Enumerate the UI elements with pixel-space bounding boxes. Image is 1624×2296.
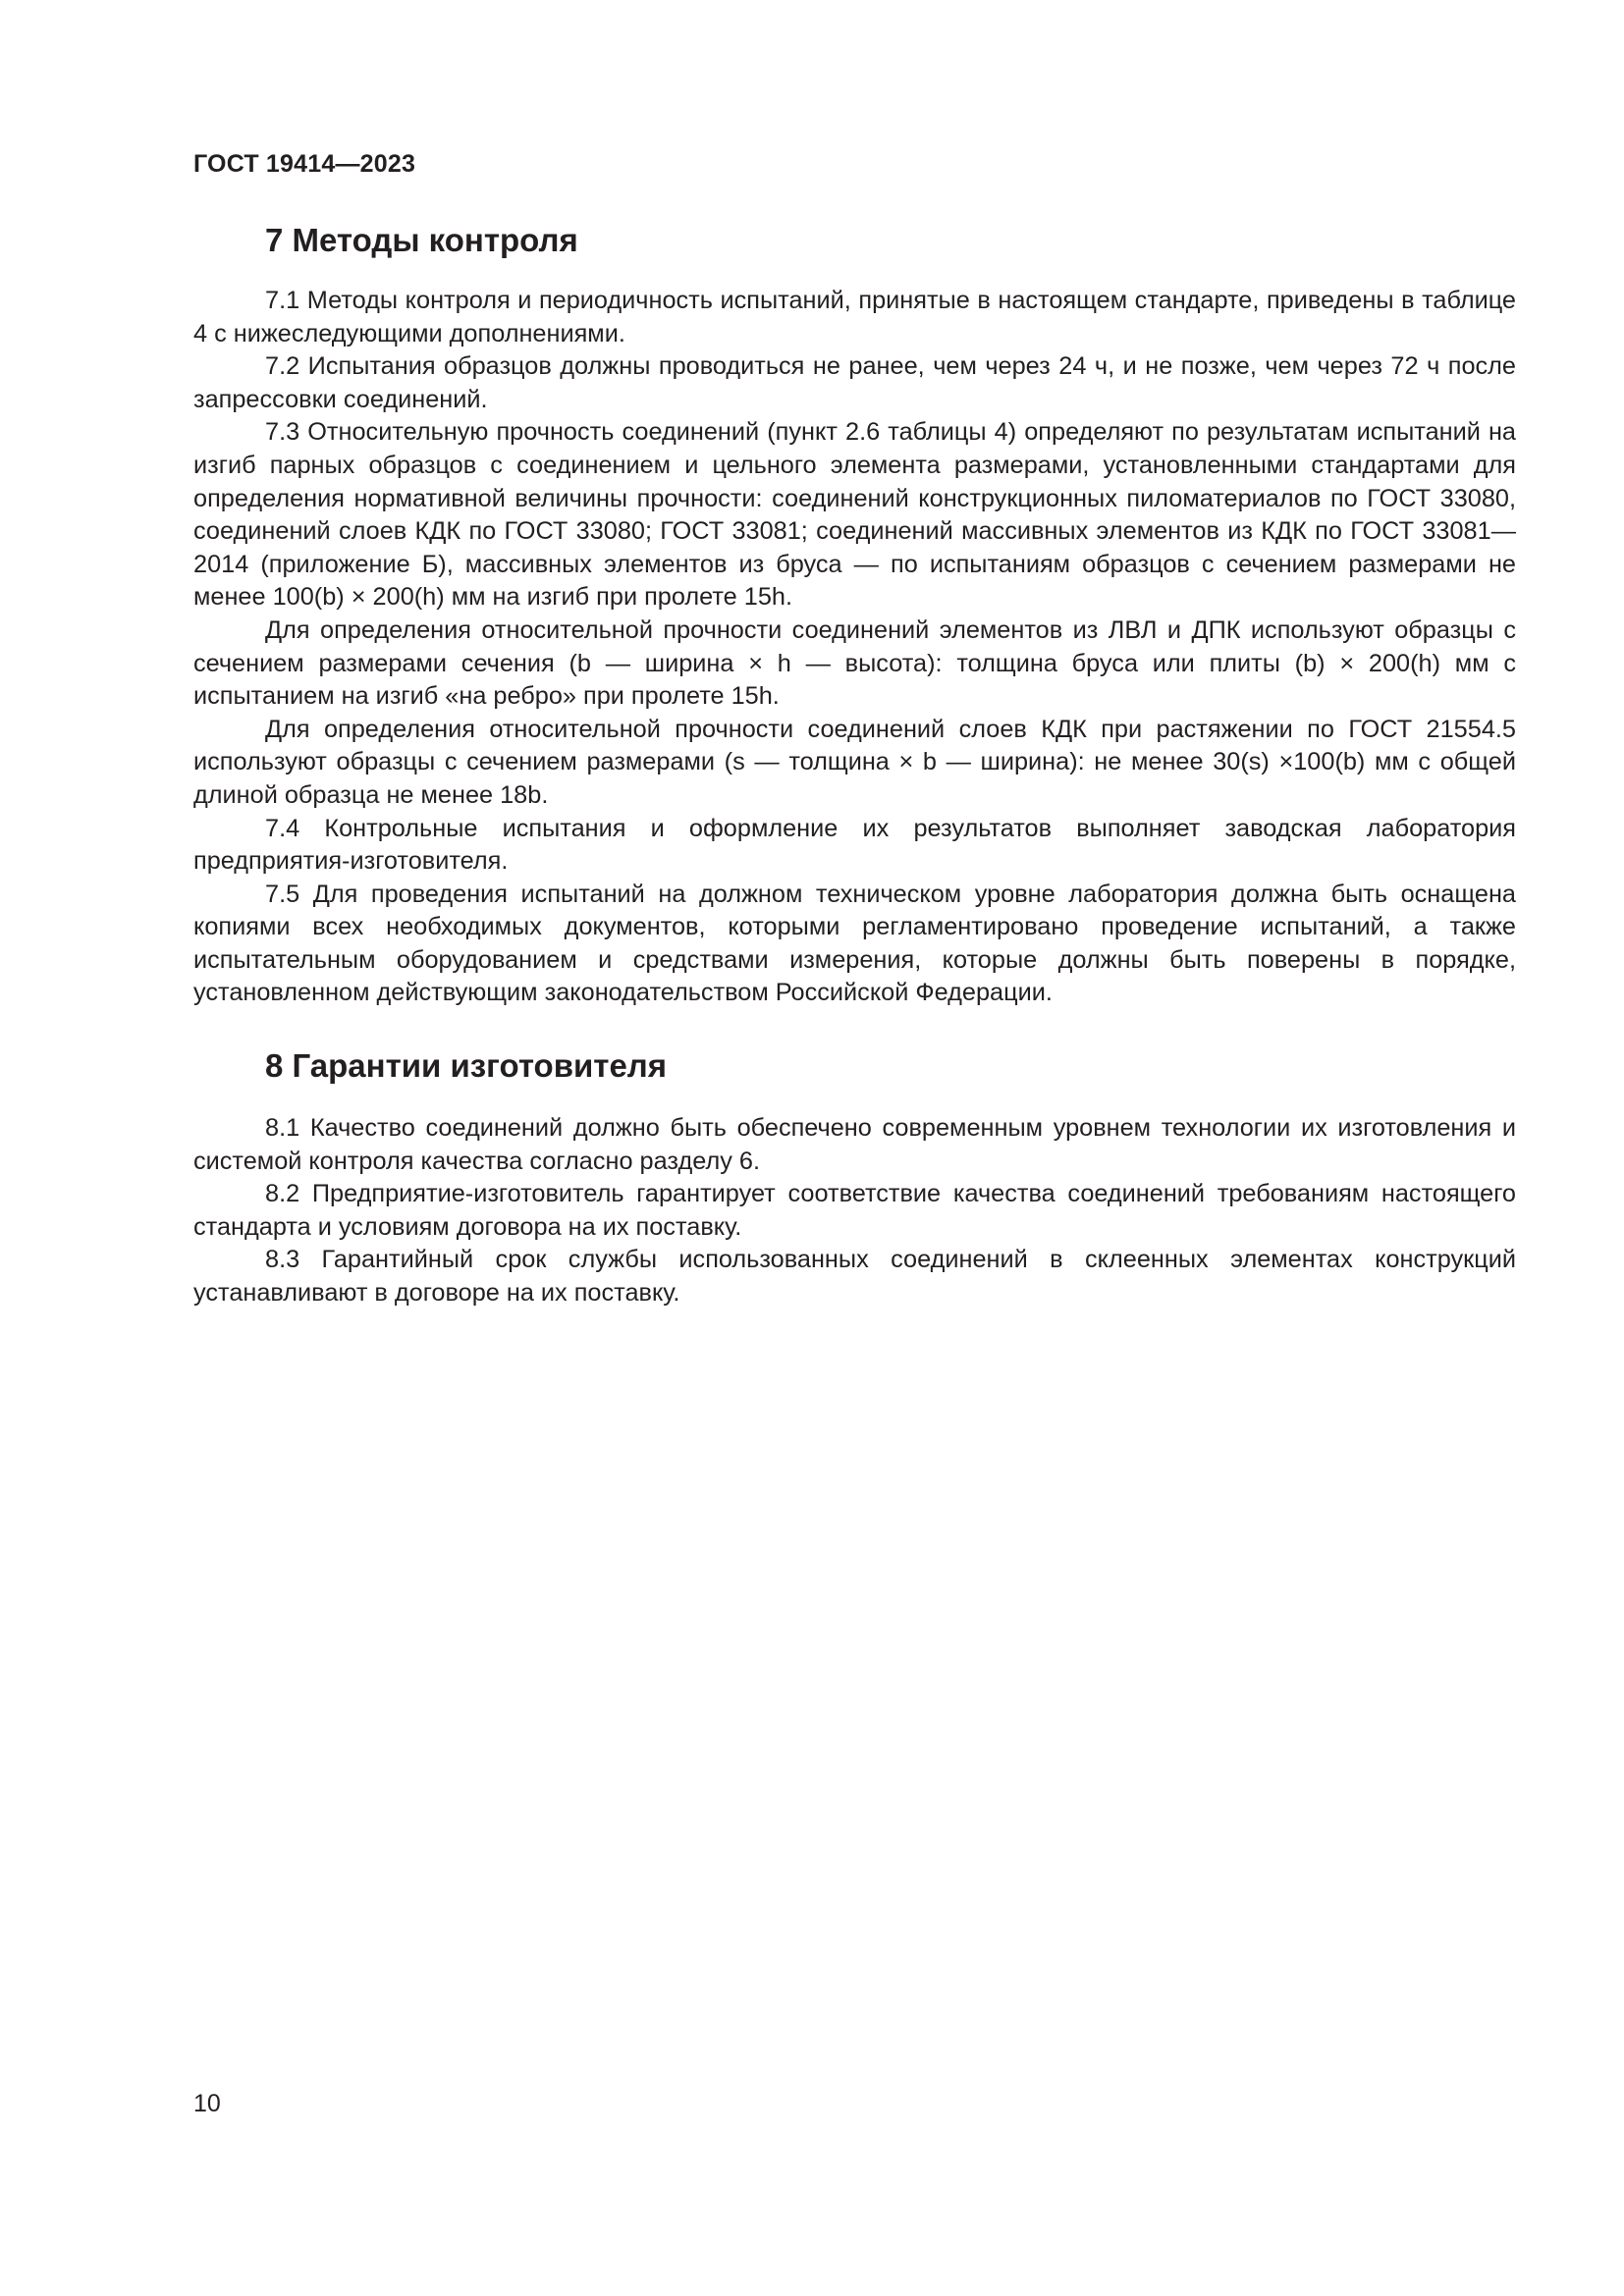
paragraph-7-1: 7.1 Методы контроля и периодичность испытаний, принятые в настоящем стандарте, приведены в таблице 4 с нижеследующими дополнениями. xyxy=(193,287,1516,347)
paragraph-7-5: 7.5 Для проведения испытаний на должном техническом уровне лаборатория должна быть оснащена копиями всех необходимых документов, которыми регламентировано проведение испытаний, а также испытательным оборудованием и средствами измерения, которые должны быть поверены в порядке, установленном действующим законодательством Российской Федерации. xyxy=(193,880,1516,1007)
paragraph-7-3: 7.3 Относительную прочность соединений (пункт 2.6 таблицы 4) определяют по результатам испытаний на изгиб парных образцов с соединением и цельного элемента размерами, установленными стандартами для определения нормативной величины прочности: соединений конструкционных пиломатериалов по ГОСТ 33080, соединений слоев КДК по ГОСТ 33080; ГОСТ 33081; соединений массивных элементов из КДК по ГОСТ 33081—2014 (приложение Б), массивных элементов из бруса — по испытаниям образцов с сечением размерами не менее 100(b) × 200(h) мм на изгиб при пролете 15h. xyxy=(193,418,1516,612)
page-number: 10 xyxy=(193,2090,221,2117)
paragraph-7-2: 7.2 Испытания образцов должны проводиться не ранее, чем через 24 ч, и не позже, чем через 72 ч после запрессовки соединений. xyxy=(193,352,1516,413)
document-header: ГОСТ 19414—2023 xyxy=(193,150,416,178)
paragraph-7-3-kdk-tension: Для определения относительной прочности соединений слоев КДК при растяжении по ГОСТ 21554.5 используют образцы с сечением размерами (s — толщина × b — ширина): не менее 30(s) ×100(b) мм с общей длиной образца не менее 18b. xyxy=(193,715,1516,809)
section-7-title: 7 Методы контроля xyxy=(265,222,578,258)
document-body xyxy=(193,218,1516,1310)
section-8-title: 8 Гарантии изготовителя xyxy=(265,1047,668,1085)
paragraph-7-3-lvl-dpk: Для определения относительной прочности соединений элементов из ЛВЛ и ДПК используют образцы с сечением размерами сечения (b — ширина × h — высота): толщина бруса или плиты (b) × 200(h) мм с испытанием на изгиб «на ребро» при пролете 15h. xyxy=(193,615,1516,711)
paragraph-8-3: 8.3 Гарантийный срок службы использованных соединений в склеенных элементах конструкций устанавливают в договоре на их поставку. xyxy=(193,1246,1516,1308)
paragraph-8-1: 8.1 Качество соединений должно быть обеспечено современным уровнем технологии их изготовления и системой контроля качества согласно разделу 6. xyxy=(193,1114,1516,1175)
paragraph-8-2: 8.2 Предприятие-изготовитель гарантирует соответствие качества соединений требованиям настоящего стандарта и условиям договора на их поставку. xyxy=(193,1180,1516,1241)
paragraph-7-4: 7.4 Контрольные испытания и оформление их результатов выполняет заводская лаборатория предприятия-изготовителя. xyxy=(193,814,1516,876)
